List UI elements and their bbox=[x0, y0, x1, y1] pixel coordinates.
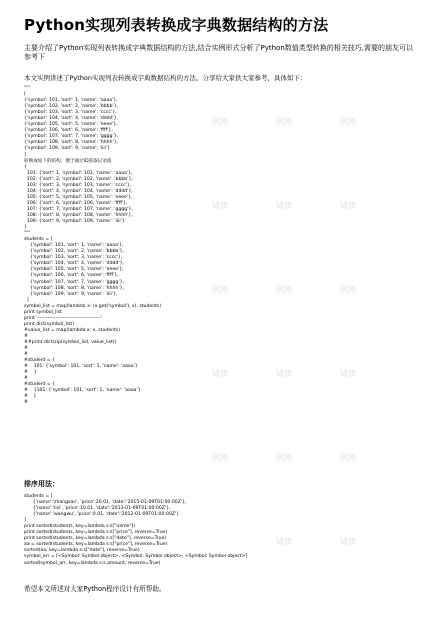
watermark-text: 试读 bbox=[276, 117, 292, 126]
watermark-text: 试读 bbox=[212, 369, 228, 378]
watermark-text: 试读 bbox=[276, 285, 292, 294]
watermark-text: 试读 bbox=[212, 453, 228, 462]
watermark-text: 试读 bbox=[276, 369, 292, 378]
closing-paragraph: 希望本文所述对大家Python程序设计有所帮助。 bbox=[24, 585, 166, 593]
watermark-text: 试读 bbox=[276, 537, 292, 546]
code-block-list-to-dict: """ [ {'symbol': 101, 'sort': 1, 'name': 'aaaa'}, {'symbol': 102, 'sort': 2, 'name': 'bbbb'}, {'symbol': 103, 'sort': 3, 'name': 'cccc'}, {'symbol': 104, 'sort': 4, 'name': 'dddd'}, {'symbol': 105, 'sort': 5, 'name': 'eeee'}, {'symbol': 106, 'sort': 6, 'name': 'ffff'}, {'symbol': 107, 'sort': 7, 'name': 'gggg'}, {'symbol': 108, 'sort': 8, 'name': 'hhhh'}, {'symbol': 109, 'sort': 9, 'name': 'iiii'} ] 转换成如下的结构，便于通过ID获取记录值 { 101: {'sort': 1, 'symbol': 101, 'name': 'aaaa'}, 102: {'sort': 2, 'symbol': 102, 'name': 'bbbb'}, 103: {'sort': 3, 'symbol': 103, 'name': 'cccc'}, 104: {'sort': 4, 'symbol': 104, 'name': 'dddd'}, 105: {'sort': 5, 'symbol': 105, 'name': 'eeee'}, 106: {'sort': 6, 'symbol': 106, 'name': 'ffff'}, 107: {'sort': 7, 'symbol': 107, 'name': 'gggg'}, 108: {'sort': 8, 'symbol': 108, 'name': 'hhhh'}, 109: {'sort': 9, 'symbol': 109, 'name': 'iiii'} } """ students = [ {'symbol': 101, 'sort': 1, 'name': 'aaaa'}, {'symbol': 102, 'sort': 2, 'name': 'bbbb'}, {'symbol': 103, 'sort': 3, 'name': 'cccc'}, {'symbol': 104, 'sort': 4, 'name': 'dddd'}, {'symbol': 105, 'sort': 5, 'name': 'eeee'}, {'symbol': 106, 'sort': 6, 'name': 'ffff'}, {'symbol': 107, 'sort': 7, 'name': 'gggg'}, {'symbol': 108, 'sort': 8, 'name': 'hhhh'}, {'symbol': 109, 'sort': 9, 'name': 'iiii'}, ] symbol_list = map(lambda x: (x.get('symbol'), x), students) print symbol_list print '--------------------------------------' print dict(symbol_list) #value_list = map(lambda x: x, students) # ##print dict(zip(symbol_list, value_list)) # # #student = { # 101: {'symbol': 101, 'sort': 1, 'name': 'aaaa'} # } # #student = { # {101: {'symbol': 101, 'sort': 1, 'name': 'aaaa'} # ] # bbox=[24, 86, 162, 406]
watermark-text: 试读 bbox=[340, 369, 356, 378]
watermark-text: 试读 bbox=[212, 201, 228, 210]
lead-paragraph: 本文实例讲述了Python实现列表转换成字典数据结构的方法。分享给大家供大家参考，具体如下： bbox=[24, 74, 307, 82]
watermark-text: 试读 bbox=[276, 453, 292, 462]
watermark-text: 试读 bbox=[212, 285, 228, 294]
page-title: Python实现列表转换成字典数据结构的方法 bbox=[24, 16, 329, 34]
watermark-text: 试读 bbox=[212, 117, 228, 126]
watermark-text: 试读 bbox=[276, 201, 292, 210]
watermark-text: 试读 bbox=[340, 537, 356, 546]
watermark-text: 试读 bbox=[340, 453, 356, 462]
intro-paragraph: 主要介绍了Python实现列表转换成字典数据结构的方法,结合实例形式分析了Python数值类型转换的相关技巧,需要的朋友可以参考下 bbox=[24, 44, 413, 61]
section-subheading: 排序用法： bbox=[24, 480, 59, 488]
code-block-sorting: students = [ {'name':'zhangsan', 'price':20.01, 'date':'2015-01-09T01:00:00Z'}, {'name':'lisi', 'price':10.01, 'date':'2013-01-09T01:00:00Z'}, {'name':'wangwu', 'price':0.01, 'date':'2012-01-09T01:00:00Z'} ] print sorted(students, key=lambda s:s["name"]) print sorted(students, key=lambda s:s["price"], reverse=True) print sorted(students, key=lambda s:s["date"], reverse=True) aa = sorted(students, key=lambda s:s["price"], reverse=True) sorted(aa, key=lambda s:s["date"], reverse=True) symbol_arr = [<Symbol: Symbol object>, <Symbol: Symbol object>, <Symbol: Symbol object>] sorted(symbol_arr, key=lambda s:s.amount, reverse=True) bbox=[24, 494, 248, 566]
watermark-text: 试读 bbox=[340, 201, 356, 210]
watermark-text: 试读 bbox=[340, 285, 356, 294]
watermark-text: 试读 bbox=[340, 117, 356, 126]
